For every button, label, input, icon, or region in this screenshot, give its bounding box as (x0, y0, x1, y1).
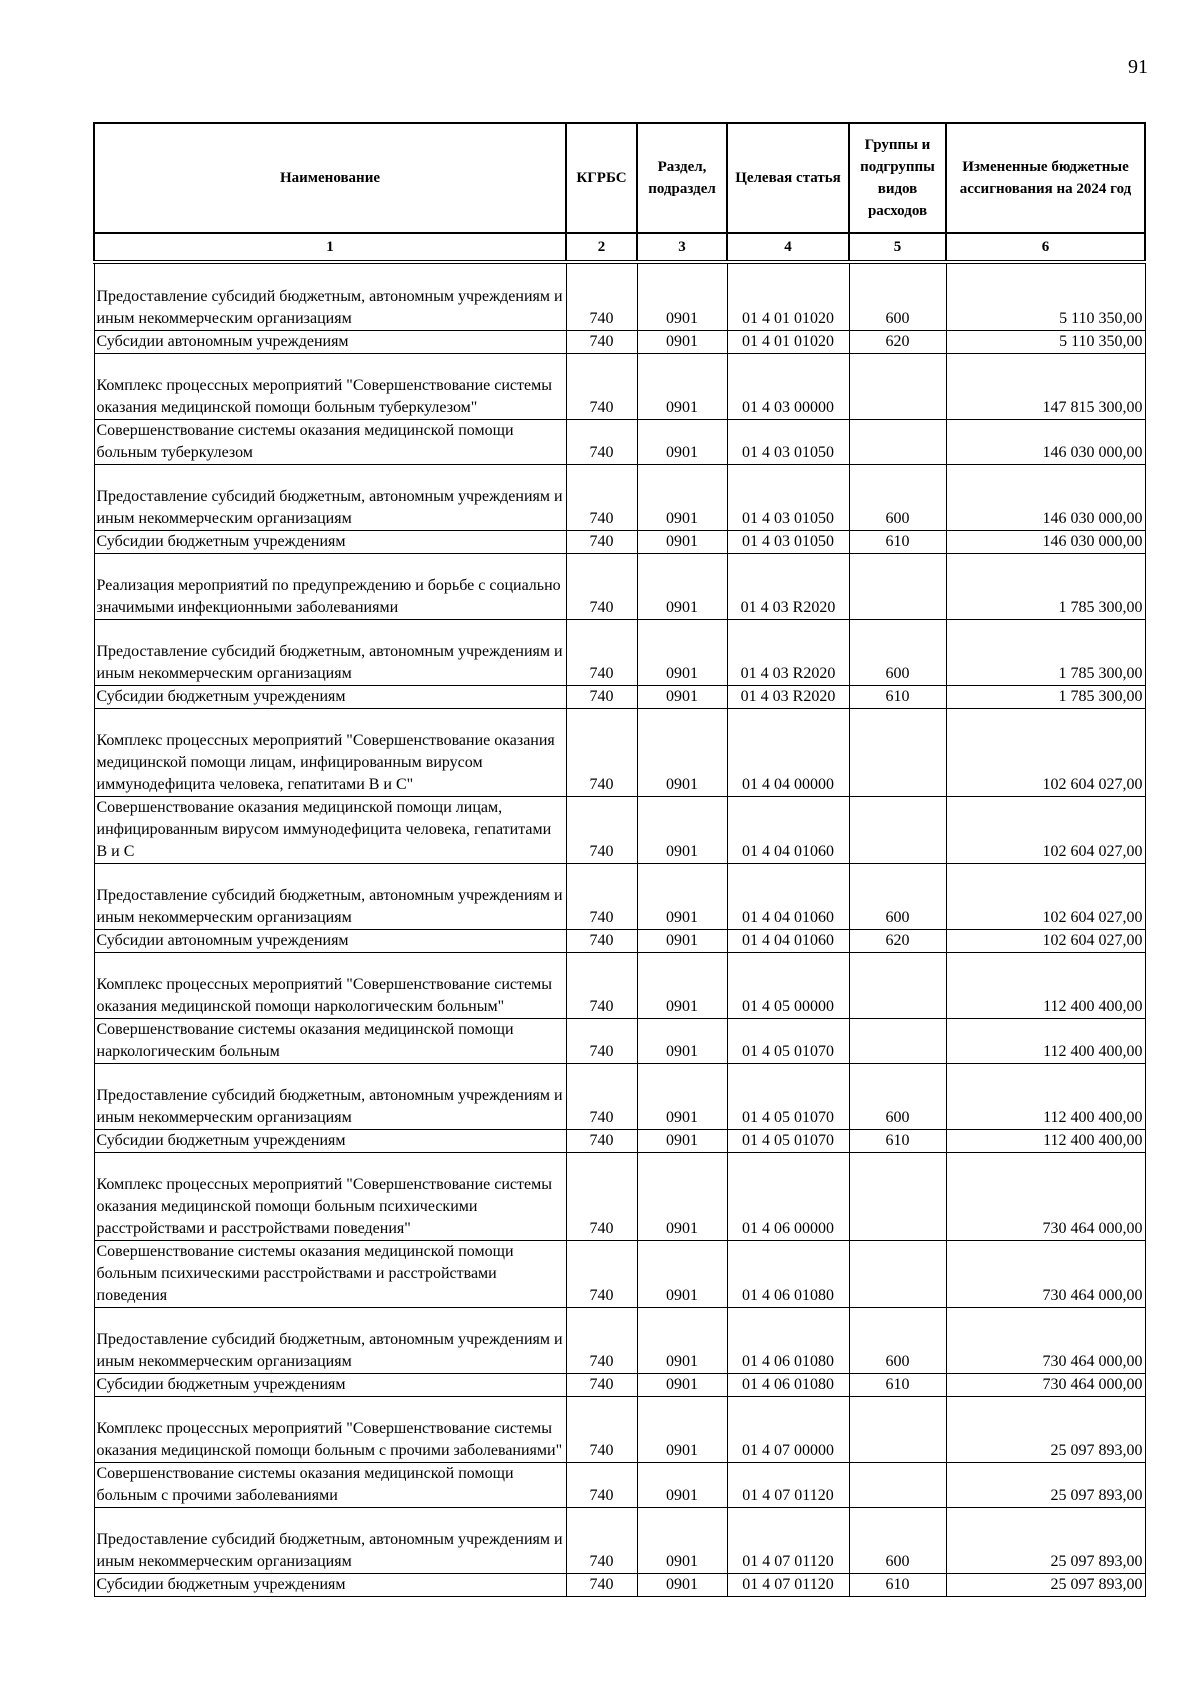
row-name: Субсидии бюджетным учреждениям (94, 530, 566, 553)
row-amount: 147 815 300,00 (946, 353, 1145, 419)
table-row (94, 796, 1145, 863)
table-row (94, 464, 1145, 530)
row-amount: 730 464 000,00 (946, 1307, 1145, 1373)
row-section: 0901 (637, 796, 727, 863)
row-kgrbs: 740 (566, 353, 637, 419)
row-kgrbs: 740 (566, 1152, 637, 1240)
row-kgrbs: 740 (566, 1240, 637, 1307)
row-amount: 5 110 350,00 (946, 262, 1145, 330)
table-row (94, 419, 1145, 464)
header-amount: Измененные бюджетные ассигнования на 2024 год (946, 123, 1145, 233)
row-name: Субсидии бюджетным учреждениям (94, 1573, 566, 1596)
row-name: Субсидии бюджетным учреждениям (94, 685, 566, 708)
row-name: Предоставление субсидий бюджетным, автономным учреждениям и иным некоммерческим организациям (94, 863, 566, 929)
table-row (94, 1129, 1145, 1152)
row-section: 0901 (637, 1307, 727, 1373)
table-row (94, 553, 1145, 619)
row-section: 0901 (637, 685, 727, 708)
row-name: Реализация мероприятий по предупреждению и борьбе с социально значимыми инфекционными заболеваниями (94, 553, 566, 619)
row-amount: 1 785 300,00 (946, 685, 1145, 708)
table-row (94, 863, 1145, 929)
row-section: 0901 (637, 619, 727, 685)
row-section: 0901 (637, 1462, 727, 1507)
row-target-article: 01 4 03 01050 (727, 419, 849, 464)
row-expense-group: 610 (849, 1373, 946, 1396)
table-row (94, 530, 1145, 553)
row-target-article: 01 4 05 01070 (727, 1063, 849, 1129)
column-number: 2 (566, 233, 637, 262)
row-name: Предоставление субсидий бюджетным, автономным учреждениям и иным некоммерческим организациям (94, 1063, 566, 1129)
row-name: Субсидии автономным учреждениям (94, 929, 566, 952)
row-amount: 102 604 027,00 (946, 929, 1145, 952)
row-expense-group (849, 1152, 946, 1240)
row-name: Комплекс процессных мероприятий "Совершенствование системы оказания медицинской помощи больным психическими расстройствами и расстройствами поведения" (94, 1152, 566, 1240)
header-kgrbs: КГРБС (566, 123, 637, 233)
row-target-article: 01 4 06 00000 (727, 1152, 849, 1240)
row-target-article: 01 4 04 01060 (727, 929, 849, 952)
table-body (94, 262, 1145, 1596)
row-amount: 1 785 300,00 (946, 553, 1145, 619)
row-name: Субсидии бюджетным учреждениям (94, 1373, 566, 1396)
table-row (94, 330, 1145, 353)
row-section: 0901 (637, 1373, 727, 1396)
column-number-row (94, 233, 1145, 262)
row-target-article: 01 4 05 00000 (727, 952, 849, 1018)
table-row (94, 1152, 1145, 1240)
row-kgrbs: 740 (566, 1129, 637, 1152)
row-section: 0901 (637, 419, 727, 464)
row-section: 0901 (637, 863, 727, 929)
row-amount: 112 400 400,00 (946, 952, 1145, 1018)
row-section: 0901 (637, 530, 727, 553)
row-target-article: 01 4 01 01020 (727, 330, 849, 353)
row-section: 0901 (637, 1063, 727, 1129)
row-amount: 25 097 893,00 (946, 1507, 1145, 1573)
row-expense-group (849, 708, 946, 796)
row-name: Комплекс процессных мероприятий "Совершенствование системы оказания медицинской помощи больным туберкулезом" (94, 353, 566, 419)
row-target-article: 01 4 03 01050 (727, 530, 849, 553)
row-kgrbs: 740 (566, 530, 637, 553)
row-section: 0901 (637, 553, 727, 619)
row-amount: 730 464 000,00 (946, 1240, 1145, 1307)
row-name: Совершенствование системы оказания медицинской помощи больным с прочими заболеваниями (94, 1462, 566, 1507)
row-expense-group: 610 (849, 685, 946, 708)
row-kgrbs: 740 (566, 1573, 637, 1596)
row-target-article: 01 4 03 00000 (727, 353, 849, 419)
row-kgrbs: 740 (566, 708, 637, 796)
header-name: Наименование (94, 123, 566, 233)
table-row (94, 685, 1145, 708)
row-kgrbs: 740 (566, 952, 637, 1018)
row-amount: 730 464 000,00 (946, 1373, 1145, 1396)
row-kgrbs: 740 (566, 1063, 637, 1129)
row-target-article: 01 4 05 01070 (727, 1018, 849, 1063)
row-target-article: 01 4 03 R2020 (727, 619, 849, 685)
row-amount: 730 464 000,00 (946, 1152, 1145, 1240)
column-number: 6 (946, 233, 1145, 262)
row-expense-group: 600 (849, 1063, 946, 1129)
row-kgrbs: 740 (566, 1507, 637, 1573)
row-kgrbs: 740 (566, 330, 637, 353)
row-target-article: 01 4 07 01120 (727, 1573, 849, 1596)
budget-table (93, 122, 1146, 1597)
header-target: Целевая статья (727, 123, 849, 233)
row-amount: 102 604 027,00 (946, 863, 1145, 929)
table-row (94, 1573, 1145, 1596)
row-target-article: 01 4 03 R2020 (727, 553, 849, 619)
row-expense-group: 620 (849, 929, 946, 952)
column-number: 5 (849, 233, 946, 262)
row-expense-group (849, 1462, 946, 1507)
row-kgrbs: 740 (566, 685, 637, 708)
row-amount: 25 097 893,00 (946, 1396, 1145, 1462)
row-section: 0901 (637, 1507, 727, 1573)
row-name: Совершенствование оказания медицинской помощи лицам, инфицированным вирусом иммунодефицита человека, гепатитами В и С (94, 796, 566, 863)
row-name: Совершенствование системы оказания медицинской помощи наркологическим больным (94, 1018, 566, 1063)
row-target-article: 01 4 06 01080 (727, 1240, 849, 1307)
row-kgrbs: 740 (566, 262, 637, 330)
column-number: 4 (727, 233, 849, 262)
row-name: Комплекс процессных мероприятий "Совершенствование системы оказания медицинской помощи больным с прочими заболеваниями" (94, 1396, 566, 1462)
row-amount: 1 785 300,00 (946, 619, 1145, 685)
table-row (94, 1240, 1145, 1307)
row-expense-group (849, 353, 946, 419)
row-kgrbs: 740 (566, 1373, 637, 1396)
row-kgrbs: 740 (566, 1396, 637, 1462)
row-target-article: 01 4 04 01060 (727, 796, 849, 863)
row-name: Предоставление субсидий бюджетным, автономным учреждениям и иным некоммерческим организациям (94, 1307, 566, 1373)
table-row (94, 619, 1145, 685)
row-kgrbs: 740 (566, 796, 637, 863)
row-amount: 102 604 027,00 (946, 796, 1145, 863)
row-expense-group (849, 419, 946, 464)
row-amount: 25 097 893,00 (946, 1462, 1145, 1507)
row-target-article: 01 4 01 01020 (727, 262, 849, 330)
row-amount: 112 400 400,00 (946, 1129, 1145, 1152)
row-amount: 5 110 350,00 (946, 330, 1145, 353)
row-expense-group: 600 (849, 262, 946, 330)
row-target-article: 01 4 06 01080 (727, 1373, 849, 1396)
row-kgrbs: 740 (566, 464, 637, 530)
table-row (94, 708, 1145, 796)
table-header (94, 123, 1145, 262)
column-number: 1 (94, 233, 566, 262)
row-section: 0901 (637, 1573, 727, 1596)
row-kgrbs: 740 (566, 863, 637, 929)
header-row (94, 123, 1145, 233)
table-row (94, 1018, 1145, 1063)
row-expense-group: 600 (849, 1507, 946, 1573)
row-target-article: 01 4 06 01080 (727, 1307, 849, 1373)
row-amount: 146 030 000,00 (946, 464, 1145, 530)
row-section: 0901 (637, 1240, 727, 1307)
table-row (94, 1507, 1145, 1573)
row-section: 0901 (637, 1018, 727, 1063)
row-section: 0901 (637, 1152, 727, 1240)
row-name: Предоставление субсидий бюджетным, автономным учреждениям и иным некоммерческим организациям (94, 262, 566, 330)
row-kgrbs: 740 (566, 929, 637, 952)
row-expense-group: 600 (849, 1307, 946, 1373)
row-name: Субсидии автономным учреждениям (94, 330, 566, 353)
row-section: 0901 (637, 330, 727, 353)
table-row (94, 1063, 1145, 1129)
row-expense-group: 600 (849, 863, 946, 929)
column-number: 3 (637, 233, 727, 262)
row-name: Предоставление субсидий бюджетным, автономным учреждениям и иным некоммерческим организациям (94, 619, 566, 685)
row-expense-group (849, 553, 946, 619)
row-expense-group (849, 952, 946, 1018)
row-expense-group (849, 1240, 946, 1307)
row-target-article: 01 4 07 01120 (727, 1507, 849, 1573)
row-section: 0901 (637, 1396, 727, 1462)
row-name: Совершенствование системы оказания медицинской помощи больным психическими расстройствами и расстройствами поведения (94, 1240, 566, 1307)
row-name: Совершенствование системы оказания медицинской помощи больным туберкулезом (94, 419, 566, 464)
row-amount: 102 604 027,00 (946, 708, 1145, 796)
table-row (94, 1396, 1145, 1462)
row-name: Комплекс процессных мероприятий "Совершенствование системы оказания медицинской помощи наркологическим больным" (94, 952, 566, 1018)
row-target-article: 01 4 03 01050 (727, 464, 849, 530)
table-row (94, 929, 1145, 952)
page-number: 91 (1128, 56, 1148, 78)
row-expense-group (849, 1018, 946, 1063)
row-expense-group (849, 796, 946, 863)
row-amount: 112 400 400,00 (946, 1063, 1145, 1129)
row-amount: 146 030 000,00 (946, 530, 1145, 553)
row-target-article: 01 4 04 00000 (727, 708, 849, 796)
row-name: Комплекс процессных мероприятий "Совершенствование оказания медицинской помощи лицам, инфицированным вирусом иммунодефицита человека, гепатитами В и С" (94, 708, 566, 796)
table-row (94, 1462, 1145, 1507)
row-expense-group: 600 (849, 464, 946, 530)
row-target-article: 01 4 07 01120 (727, 1462, 849, 1507)
row-section: 0901 (637, 929, 727, 952)
row-amount: 146 030 000,00 (946, 419, 1145, 464)
row-name: Предоставление субсидий бюджетным, автономным учреждениям и иным некоммерческим организациям (94, 464, 566, 530)
row-target-article: 01 4 03 R2020 (727, 685, 849, 708)
row-expense-group: 610 (849, 1129, 946, 1152)
row-name: Субсидии бюджетным учреждениям (94, 1129, 566, 1152)
row-section: 0901 (637, 464, 727, 530)
row-section: 0901 (637, 353, 727, 419)
row-expense-group: 620 (849, 330, 946, 353)
table-row (94, 262, 1145, 330)
row-kgrbs: 740 (566, 619, 637, 685)
row-section: 0901 (637, 952, 727, 1018)
table-row (94, 952, 1145, 1018)
row-kgrbs: 740 (566, 419, 637, 464)
row-expense-group: 610 (849, 530, 946, 553)
row-section: 0901 (637, 1129, 727, 1152)
table-row (94, 1373, 1145, 1396)
row-kgrbs: 740 (566, 1462, 637, 1507)
row-kgrbs: 740 (566, 1018, 637, 1063)
header-groups: Группы и подгруппы видов расходов (849, 123, 946, 233)
row-target-article: 01 4 05 01070 (727, 1129, 849, 1152)
row-expense-group (849, 1396, 946, 1462)
row-target-article: 01 4 07 00000 (727, 1396, 849, 1462)
row-section: 0901 (637, 262, 727, 330)
table-row (94, 353, 1145, 419)
row-kgrbs: 740 (566, 553, 637, 619)
row-expense-group: 600 (849, 619, 946, 685)
row-target-article: 01 4 04 01060 (727, 863, 849, 929)
row-amount: 25 097 893,00 (946, 1573, 1145, 1596)
row-kgrbs: 740 (566, 1307, 637, 1373)
row-expense-group: 610 (849, 1573, 946, 1596)
header-section: Раздел, подраздел (637, 123, 727, 233)
row-name: Предоставление субсидий бюджетным, автономным учреждениям и иным некоммерческим организациям (94, 1507, 566, 1573)
row-amount: 112 400 400,00 (946, 1018, 1145, 1063)
table-row (94, 1307, 1145, 1373)
row-section: 0901 (637, 708, 727, 796)
